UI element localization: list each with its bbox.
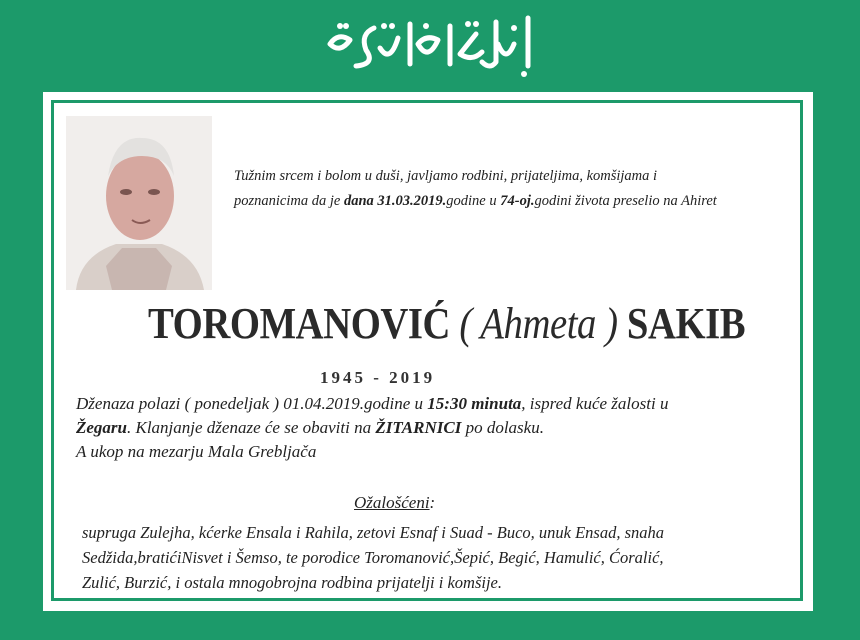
- mourners-line-2: Sedžida,bratićiNisvet i Šemso, te porodice Toromanović,Šepić, Begić, Hamulić, Ćoralić,: [82, 548, 664, 567]
- funeral-text-d: po dolasku.: [461, 418, 544, 437]
- funeral-line-2: [76, 416, 786, 440]
- funeral-info: [76, 392, 786, 464]
- life-years: 1945 - 2019: [320, 368, 436, 387]
- funeral-time: 15:30 minuta: [427, 394, 522, 413]
- death-date: dana 31.03.2019.: [343, 193, 447, 209]
- mourners-line-3: Zulić, Burzić, i ostala mnogobrojna rodbina prijatelji i komšije.: [82, 573, 502, 592]
- mourners-title: Ožalošćeni:: [354, 493, 436, 512]
- age: 74-oj.: [500, 193, 535, 209]
- funeral-text-c: . Klanjanje dženaze će se obaviti na: [127, 418, 376, 437]
- funeral-line-1: [76, 392, 786, 416]
- mourners-line-1: supruga Zulejha, kćerke Ensala i Rahila, zetovi Esnaf i Suad - Buco, unuk Ensad, snaha: [82, 523, 665, 542]
- father-name: ( Ahmeta ): [459, 299, 618, 348]
- funeral-mosque: ŽITARNICI: [375, 418, 462, 437]
- funeral-text-b: , ispred kuće žalosti u: [521, 394, 669, 413]
- mourners-title-text: Ožalošćeni: [354, 493, 430, 512]
- intro-text-b: godine u: [446, 193, 501, 209]
- intro-line-2: [234, 189, 774, 214]
- funeral-place: Žegaru: [76, 418, 127, 437]
- mourners-list: [82, 520, 792, 595]
- intro-text-a: poznanicima da je: [234, 193, 344, 209]
- first-name: SAKIB: [626, 299, 746, 348]
- intro-text-c: godini života preselio na Ahiret: [534, 193, 717, 209]
- intro-text: [234, 164, 774, 214]
- deceased-photo: [66, 116, 212, 290]
- intro-line-1: Tužnim srcem i bolom u duši, javljamo rodbini, prijateljima, komšijama i: [234, 168, 658, 184]
- funeral-text-a: Dženaza polazi ( ponedeljak ) 01.04.2019.godine u: [76, 394, 428, 413]
- deceased-name: [148, 298, 746, 349]
- surname: TOROMANOVIĆ: [148, 299, 451, 348]
- calligraphy-header: [300, 4, 560, 82]
- burial-line: A ukop na mezarju Mala Grebljača: [76, 442, 317, 461]
